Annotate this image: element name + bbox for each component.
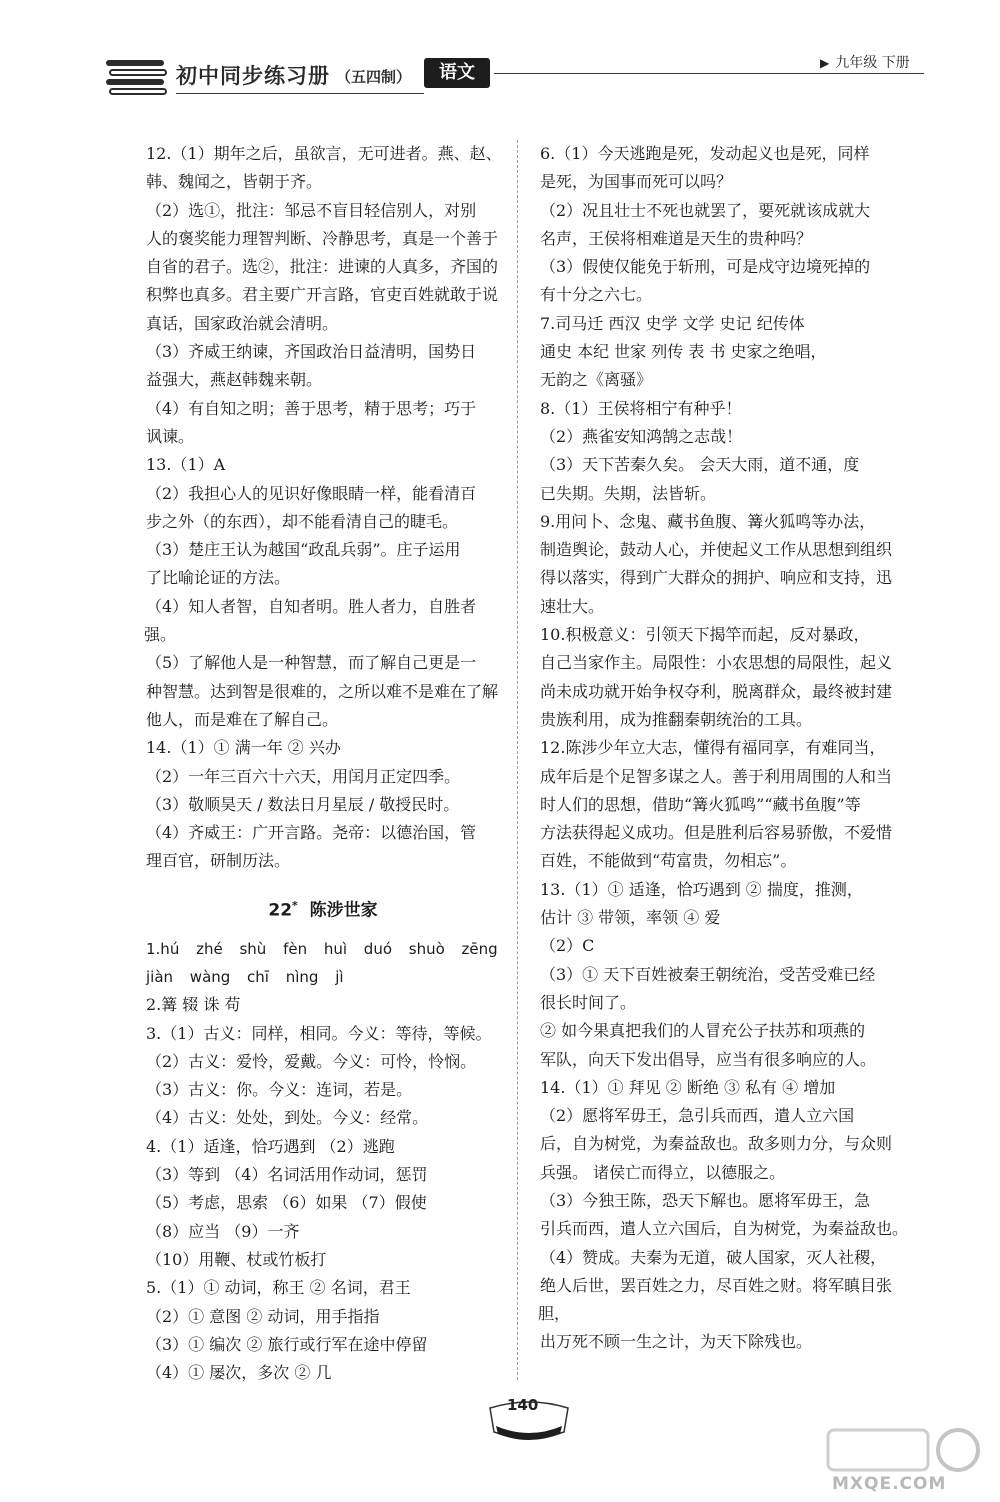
subject-badge: 语文 bbox=[424, 58, 490, 88]
text-line: 益强大，燕赵韩魏来朝。 bbox=[146, 370, 323, 390]
text-line: 4.（1）适逢，恰巧遇到 （2）逃跑 bbox=[146, 1136, 395, 1156]
text-line: （4）知人者智，自知者明。胜人者力，自胜者强。 bbox=[144, 596, 477, 645]
left-column bbox=[144, 140, 502, 1387]
page-number: 140 bbox=[507, 1396, 539, 1414]
text-line: 自己当家作主。局限性：小农思想的局限性，起义 bbox=[540, 653, 893, 673]
text-line: （2）① 意图 ② 动词，用手指指 bbox=[146, 1306, 380, 1326]
text-line: 有十分之六七。 bbox=[540, 285, 653, 305]
text-line: 理百官，研制历法。 bbox=[146, 851, 291, 871]
text-line: 5.（1）① 动词，称王 ② 名词，君王 bbox=[146, 1278, 411, 1298]
text-line: （2）古义：爱怜，爱戴。今义：可怜，怜悯。 bbox=[146, 1051, 477, 1071]
text-line: （3）敬顺昊天 / 数法日月星辰 / 敬授民时。 bbox=[146, 794, 460, 814]
text-line: （2）选①，批注：邹忌不盲目轻信别人，对别 bbox=[146, 200, 477, 220]
text-line: 百姓，不能做到“苟富贵，勿相忘”。 bbox=[540, 851, 797, 871]
text-line: 名声，王侯将相难道是天生的贵种吗？ bbox=[540, 228, 813, 248]
text-line: （4）① 屡次，多次 ② 几 bbox=[146, 1363, 332, 1383]
text-line: 很长时间了。 bbox=[540, 992, 637, 1012]
text-line: （3）齐威王纳谏，齐国政治日益清明，国势日 bbox=[146, 342, 477, 362]
text-line: 9.用问卜、念鬼、藏书鱼腹、篝火狐鸣等办法， bbox=[540, 511, 876, 531]
text-line: （4）古义：处处，到处。今义：经常。 bbox=[146, 1108, 429, 1128]
text-line: 6.（1）今天逃跑是死，发动起义也是死，同样 bbox=[540, 144, 870, 163]
text-line: 出万死不顾一生之计，为天下除残也。 bbox=[540, 1332, 813, 1352]
grade-label bbox=[820, 52, 910, 72]
pinyin-line: jiàn wàng chī nìng jì bbox=[146, 967, 344, 986]
text-line: 种智慧。达到智是很难的，之所以难不是难在了解 bbox=[146, 681, 499, 701]
text-line: 14.（1）① 拜见 ② 断绝 ③ 私有 ④ 增加 bbox=[540, 1077, 836, 1097]
section-number: 22 bbox=[268, 900, 293, 921]
right-column bbox=[538, 140, 920, 1357]
text-line: 人的褒奖能力理智判断、冷静思考，真是一个善于 bbox=[146, 228, 499, 248]
text-line: 时人们的思想，借助“篝火狐鸣”“藏书鱼腹”等 bbox=[540, 794, 861, 814]
text-line: （3）等到 （4）名词活用作动词，惩罚 bbox=[146, 1165, 428, 1185]
text-line: 真话，国家政治就会清明。 bbox=[146, 313, 339, 333]
text-line: （2）我担心人的见识好像眼睛一样，能看清百 bbox=[146, 483, 477, 503]
text-line: （4）齐威王：广开言路。尧帝：以德治国，管 bbox=[146, 823, 477, 843]
text-line: 速壮大。 bbox=[540, 596, 605, 616]
text-line: 方法获得起义成功。但是胜利后容易骄傲，不爱惜 bbox=[540, 823, 893, 843]
text-line: 自省的君子。选②，批注：进谏的人真多，齐国的 bbox=[146, 257, 499, 277]
pinyin-line: 1.hú zhé shù fèn huì duó shuò zēng bbox=[146, 939, 498, 958]
text-line: ② 如今果真把我们的人冒充公子扶苏和项燕的 bbox=[540, 1021, 866, 1041]
watermark-text: MXQE.COM bbox=[832, 1474, 947, 1494]
play-arrow-icon: ▶ bbox=[820, 56, 830, 70]
text-line: （8）应当 （9）一齐 bbox=[146, 1221, 300, 1241]
text-line: 尚未成功就开始争权夺利，脱离群众，最终被封建 bbox=[540, 681, 893, 701]
text-line: 13.（1）A bbox=[146, 455, 226, 475]
text-line: 14.（1）① 满一年 ② 兴办 bbox=[146, 738, 341, 758]
text-line: （2）况且壮士不死也就罢了，要死就该成就大 bbox=[540, 200, 871, 220]
text-line: 得以落实，得到广大群众的拥护、响应和支持，迅 bbox=[540, 568, 893, 588]
text-line: （3）楚庄王认为越国“政乱兵弱”。庄子运用 bbox=[146, 540, 461, 560]
text-line: 13.（1）① 适逢，恰巧遇到 ② 揣度，推测， bbox=[540, 879, 863, 899]
text-line: （3）① 天下百姓被秦王朝统治，受苦受难已经 bbox=[540, 964, 876, 984]
text-line: （5）了解他人是一种智慧，而了解自己更是一 bbox=[146, 653, 477, 673]
text-line: 他人，而是难在了解自己。 bbox=[146, 709, 339, 729]
text-line: 12.陈涉少年立大志，懂得有福同享，有难同当， bbox=[540, 738, 886, 758]
text-line: 贵族利用，成为推翻秦朝统治的工具。 bbox=[540, 709, 813, 729]
series-title: 初中同步练习册 bbox=[176, 63, 330, 88]
book-stack-icon bbox=[104, 56, 168, 102]
text-line: （5）考虑，思索 （6）如果 （7）假使 bbox=[146, 1193, 427, 1213]
text-line: （2）愿将军毋王，急引兵而西，遣人立六国 bbox=[540, 1106, 855, 1126]
text-line: （3）假使仅能免于斩刑，可是戍守边境死掉的 bbox=[540, 257, 871, 277]
text-line: 韩、魏闻之，皆朝于齐。 bbox=[146, 172, 323, 192]
text-line: 后，自为树党，为秦益敌也。敌多则力分，与众则 bbox=[540, 1134, 893, 1154]
section-name: 陈涉世家 bbox=[309, 900, 378, 921]
text-line: （10）用鞭、杖或竹板打 bbox=[146, 1249, 327, 1269]
text-line: （2）一年三百六十六天，用闰月正定四季。 bbox=[146, 766, 461, 786]
text-line: 兵强。 诸侯亡而得立，以德服之。 bbox=[540, 1162, 786, 1182]
text-line: 引兵而西，遣人立六国后，自为树党，为秦益敌也。 bbox=[540, 1219, 909, 1239]
section-title bbox=[144, 892, 502, 925]
text-line: 制造舆论，鼓动人心，并使起义工作从思想到组织 bbox=[540, 540, 893, 560]
text-line: 已失期。失期，法皆斩。 bbox=[540, 483, 717, 503]
column-divider bbox=[517, 140, 518, 1380]
text-line: 步之外（的东西），却不能看清自己的睫毛。 bbox=[146, 511, 459, 531]
section-star: * bbox=[292, 898, 298, 912]
text-line: 10.积极意义：引领天下揭竿而起，反对暴政， bbox=[540, 625, 870, 645]
text-line: 了比喻论证的方法。 bbox=[146, 568, 291, 588]
edition-label: （五四制） bbox=[336, 68, 412, 86]
text-line: 无韵之《离骚》 bbox=[540, 370, 653, 390]
text-line: （2）C bbox=[540, 936, 595, 956]
page-header bbox=[0, 0, 1000, 110]
text-line: 讽谏。 bbox=[146, 426, 195, 446]
text-line: （3）天下苦秦久矣。 会天大雨，道不通，度 bbox=[540, 455, 860, 475]
text-line: （3）今独王陈，恐天下解也。愿将军毋王，急 bbox=[540, 1190, 871, 1210]
text-line: 军队，向天下发出倡导，应当有很多响应的人。 bbox=[540, 1049, 877, 1069]
text-line: 3.（1）古义：同样，相同。今义：等待，等候。 bbox=[146, 1023, 492, 1043]
text-line: （2）燕雀安知鸿鹄之志哉！ bbox=[540, 426, 743, 446]
text-line: （3）① 编次 ② 旅行或行军在途中停留 bbox=[146, 1334, 428, 1354]
text-line: （4）赞成。夫秦为无道，破人国家，灭人社稷， bbox=[540, 1247, 887, 1267]
text-line: 7.司马迁 西汉 史学 文学 史记 纪传体 bbox=[540, 313, 805, 333]
text-line: （4）有自知之明；善于思考，精于思考；巧于 bbox=[146, 398, 477, 418]
text-line: 2.篝 辍 诛 苟 bbox=[146, 995, 241, 1015]
text-line: 是死，为国事而死可以吗？ bbox=[540, 172, 733, 192]
text-line: 绝人后世，罢百姓之力，尽百姓之财。将军瞋目张胆， bbox=[538, 1275, 893, 1324]
text-line: 成年后是个足智多谋之人。善于利用周围的人和当 bbox=[540, 766, 893, 786]
grade-text: 九年级 下册 bbox=[835, 55, 910, 71]
text-line: 积弊也真多。君主要广开言路，官吏百姓就敢于说 bbox=[146, 285, 499, 305]
text-line: 8.（1）王侯将相宁有种乎！ bbox=[540, 398, 742, 418]
text-line: 估计 ③ 带领，率领 ④ 爱 bbox=[540, 908, 721, 928]
text-line: 12.（1）期年之后，虽欲言，无可进者。燕、赵、 bbox=[146, 144, 502, 163]
text-line: 通史 本纪 世家 列传 表 书 史家之绝唱， bbox=[540, 342, 827, 362]
header-underline bbox=[176, 93, 424, 94]
header-rule bbox=[494, 73, 924, 74]
text-line: （3）古义：你。今义：连词，若是。 bbox=[146, 1080, 413, 1100]
